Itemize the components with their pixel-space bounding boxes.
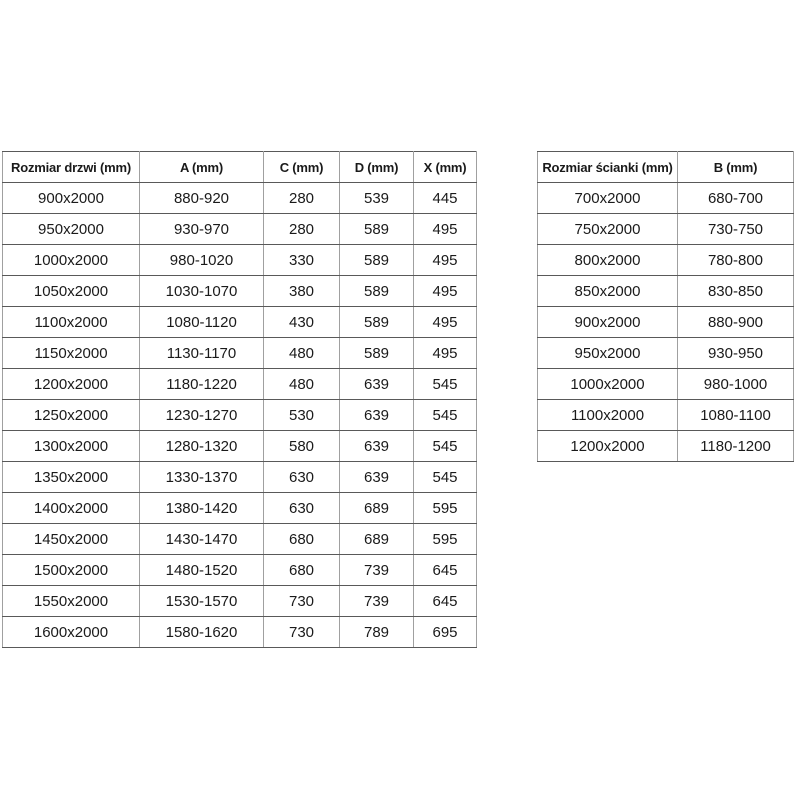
table-row [3,462,477,493]
table-cell: 1000x2000 [538,369,678,400]
table-cell: 1080-1100 [678,400,794,431]
table-cell: 780-800 [678,245,794,276]
table-cell: 595 [414,493,477,524]
wall-table-header-row [538,152,794,183]
table-cell: 900x2000 [3,183,140,214]
table-row [538,400,794,431]
table-cell: 730 [264,617,340,648]
table-cell: 750x2000 [538,214,678,245]
table-row [3,245,477,276]
table-row [3,493,477,524]
column-header: C (mm) [264,152,340,183]
table-cell: 539 [340,183,414,214]
table-cell: 580 [264,431,340,462]
table-cell: 800x2000 [538,245,678,276]
column-header: X (mm) [414,152,477,183]
table-cell: 639 [340,369,414,400]
table-cell: 1380-1420 [140,493,264,524]
table-cell: 689 [340,493,414,524]
table-row [3,276,477,307]
table-cell: 495 [414,245,477,276]
table-cell: 880-900 [678,307,794,338]
table-row [538,307,794,338]
table-cell: 900x2000 [538,307,678,338]
table-cell: 1030-1070 [140,276,264,307]
table-row [3,400,477,431]
table-row [3,617,477,648]
table-cell: 680-700 [678,183,794,214]
table-cell: 645 [414,586,477,617]
table-cell: 1250x2000 [3,400,140,431]
table-cell: 280 [264,214,340,245]
table-cell: 1600x2000 [3,617,140,648]
table-row [538,338,794,369]
table-cell: 589 [340,214,414,245]
table-cell: 630 [264,462,340,493]
table-cell: 1530-1570 [140,586,264,617]
table-row [538,183,794,214]
table-cell: 545 [414,400,477,431]
table-cell: 680 [264,524,340,555]
table-cell: 1400x2000 [3,493,140,524]
door-table-header-row [3,152,477,183]
table-cell: 930-970 [140,214,264,245]
table-cell: 480 [264,369,340,400]
table-cell: 730 [264,586,340,617]
table-cell: 739 [340,586,414,617]
table-cell: 1180-1220 [140,369,264,400]
table-cell: 789 [340,617,414,648]
table-cell: 950x2000 [538,338,678,369]
table-row [3,524,477,555]
table-cell: 1430-1470 [140,524,264,555]
table-cell: 1080-1120 [140,307,264,338]
table-cell: 1000x2000 [3,245,140,276]
table-cell: 445 [414,183,477,214]
column-header: B (mm) [678,152,794,183]
table-cell: 380 [264,276,340,307]
table-row [538,369,794,400]
table-row [3,307,477,338]
table-cell: 480 [264,338,340,369]
table-cell: 1200x2000 [538,431,678,462]
table-cell: 595 [414,524,477,555]
table-cell: 695 [414,617,477,648]
table-cell: 730-750 [678,214,794,245]
table-cell: 330 [264,245,340,276]
table-cell: 639 [340,431,414,462]
table-cell: 589 [340,307,414,338]
table-cell: 830-850 [678,276,794,307]
table-cell: 1150x2000 [3,338,140,369]
table-cell: 680 [264,555,340,586]
column-header: Rozmiar ścianki (mm) [538,152,678,183]
table-cell: 589 [340,245,414,276]
table-cell: 1100x2000 [3,307,140,338]
table-row [538,245,794,276]
table-cell: 700x2000 [538,183,678,214]
table-cell: 1550x2000 [3,586,140,617]
table-cell: 495 [414,214,477,245]
wall-sizes-table [537,151,794,462]
table-cell: 1350x2000 [3,462,140,493]
table-cell: 589 [340,276,414,307]
column-header: D (mm) [340,152,414,183]
table-row [3,431,477,462]
table-cell: 1450x2000 [3,524,140,555]
table-cell: 880-920 [140,183,264,214]
table-cell: 495 [414,307,477,338]
table-cell: 630 [264,493,340,524]
table-cell: 980-1000 [678,369,794,400]
table-cell: 1130-1170 [140,338,264,369]
table-cell: 639 [340,400,414,431]
table-cell: 1500x2000 [3,555,140,586]
table-cell: 1230-1270 [140,400,264,431]
table-cell: 1330-1370 [140,462,264,493]
table-cell: 495 [414,338,477,369]
table-cell: 545 [414,369,477,400]
column-header: Rozmiar drzwi (mm) [3,152,140,183]
table-cell: 1280-1320 [140,431,264,462]
table-row [3,338,477,369]
table-row [538,214,794,245]
table-row [3,586,477,617]
table-cell: 1050x2000 [3,276,140,307]
table-cell: 1200x2000 [3,369,140,400]
table-cell: 530 [264,400,340,431]
table-row [3,183,477,214]
table-cell: 850x2000 [538,276,678,307]
table-cell: 1100x2000 [538,400,678,431]
table-cell: 645 [414,555,477,586]
table-cell: 950x2000 [3,214,140,245]
table-cell: 930-950 [678,338,794,369]
table-cell: 689 [340,524,414,555]
table-row [3,555,477,586]
table-cell: 495 [414,276,477,307]
table-cell: 430 [264,307,340,338]
table-cell: 639 [340,462,414,493]
table-cell: 1300x2000 [3,431,140,462]
table-cell: 1180-1200 [678,431,794,462]
table-row [3,369,477,400]
table-cell: 545 [414,431,477,462]
table-cell: 589 [340,338,414,369]
column-header: A (mm) [140,152,264,183]
table-row [3,214,477,245]
table-cell: 739 [340,555,414,586]
table-row [538,431,794,462]
table-cell: 1580-1620 [140,617,264,648]
table-cell: 980-1020 [140,245,264,276]
table-row [538,276,794,307]
table-cell: 280 [264,183,340,214]
table-cell: 1480-1520 [140,555,264,586]
door-table-body [3,183,477,648]
door-sizes-table [2,151,477,648]
wall-table-body [538,183,794,462]
table-cell: 545 [414,462,477,493]
